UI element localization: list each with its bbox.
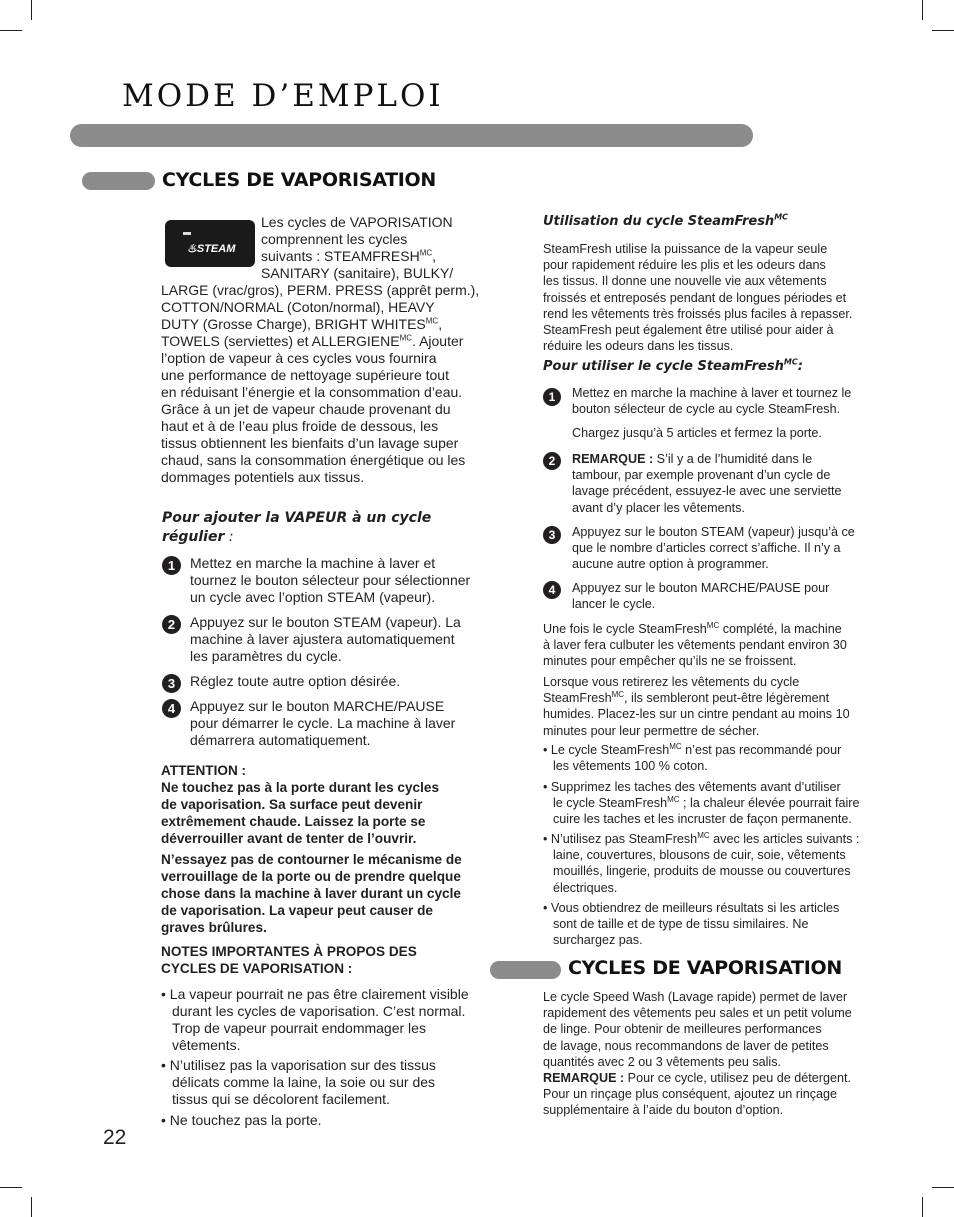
step-number: 1 bbox=[162, 556, 181, 575]
section-marker bbox=[490, 961, 561, 979]
subheading-steamfresh-use: Utilisation du cycle SteamFresh$^{MC}$ bbox=[543, 212, 789, 229]
subheading-steamfresh-how: Pour utiliser le cycle SteamFresh$^{MC}$: bbox=[543, 357, 803, 374]
crop-mark bbox=[922, 0, 923, 20]
step-text: Appuyez sur le bouton STEAM (vapeur). La machine à laver ajustera automatiquement les paramètres du cycle. bbox=[190, 614, 461, 664]
speed-wash-paragraph: Le cycle Speed Wash (Lavage rapide) permet de laver rapidement des vêtements peu sales et un petit volume de linge. Pour obtenir de meilleures performances de lavage, nous recommandons de laver de petites quantités avec 2 ou 3 vêtements peu salis. REMARQUE : Pour ce cycle, utilisez peu de détergent. Pour un rinçage plus conséquent, ajoutez un rinçage supplémentaire à l’aide du bouton d’option. bbox=[543, 990, 852, 1118]
crop-mark bbox=[0, 1187, 22, 1188]
bullet-item: • Supprimez les taches des vêtements avant d’utiliser le cycle SteamFresh$^{MC}$ ; la chaleur élevée pourrait faire cuire les taches et les incruster de façon permanente. bbox=[543, 780, 860, 827]
steam-icon-label: ♨STEAM bbox=[187, 243, 236, 255]
paragraph-removing: Lorsque vous retirerez les vêtements du cycle SteamFresh$^{MC}$, ils sembleront peut-être légèrement humides. Placez-les sur un cintre pendant au moins 10 minutes pour leur permettre de sécher. bbox=[543, 675, 850, 738]
step-text: Appuyez sur le bouton MARCHE/PAUSE pour démarrer le cycle. La machine à laver démarrera automatiquement. bbox=[190, 698, 456, 748]
bullet-item: • La vapeur pourrait ne pas être clairement visible durant les cycles de vaporisation. C’est normal. Trop de vapeur pourrait endommager les vêtements. bbox=[161, 986, 469, 1053]
steam-icon: ♨ bbox=[187, 243, 197, 255]
bullet-item: • N’utilisez pas la vaporisation sur des tissus délicats comme la laine, la soie ou sur des tissus qui se décolorent facilement. bbox=[161, 1057, 436, 1107]
warning-block: ATTENTION : Ne touchez pas à la porte durant les cycles de vaporisation. Sa surface peut devenir extrêmement chaude. Laissez la porte se déverrouiller avant de tenter de l’ouvrir. bbox=[161, 763, 440, 846]
step-text: Appuyez sur le bouton STEAM (vapeur) jusqu’à ce que le nombre d’articles correct s’affiche. Il n’y a aucune autre option à programmer. bbox=[572, 525, 855, 572]
crop-mark bbox=[932, 30, 954, 31]
step-number: 4 bbox=[543, 581, 561, 599]
intro-paragraph-cont: LARGE (vrac/gros), PERM. PRESS (apprêt perm.), COTTON/NORMAL (Coton/normal), HEAVY DUTY (Grosse Charge), BRIGHT $WHITES^{MC}$, TOWELS (serviettes) et $ALLERGIENE^{MC}$. Ajouter l’option de vapeur à ces cycles vous fournira une performance de nettoyage supérieure tout en réduisant l’énergie et la consommation d’eau. Grâce à un jet de vapeur chaude provenant du haut et à de l’eau plus froide de dessous, les tissus obtiennent les bienfaits d’un lavage super chaud, sans la consommation énergétique ou les dommages potentiels aux tissus. bbox=[161, 282, 480, 485]
step-number: 2 bbox=[162, 615, 181, 634]
step-number: 4 bbox=[162, 699, 181, 718]
crop-mark bbox=[922, 1197, 923, 1217]
steam-button-illustration bbox=[165, 220, 255, 267]
steamfresh-intro: SteamFresh utilise la puissance de la vapeur seule pour rapidement réduire les plis et les odeurs dans les tissus. Il donne une nouvelle vie aux vêtements froissés et entreposés pendant de longues périodes et rend les vêtements très froissés plus faciles à repasser. SteamFresh peut également être utilisé pour aider à réduire les odeurs dans les tissus. bbox=[543, 242, 853, 354]
step-number: 3 bbox=[543, 526, 561, 544]
subheading-add-steam: Pour ajouter la VAPEUR à un cycle régulier : bbox=[162, 510, 432, 545]
intro-paragraph: Les cycles de VAPORISATION comprennent les cycles suivants : $STEAMFRESH^{MC}$, SANITARY (sanitaire), BULKY/ bbox=[261, 214, 454, 281]
bullet-item: • Le cycle SteamFresh$^{MC}$ n’est pas recommandé pour les vêtements 100 % coton. bbox=[543, 741, 842, 774]
header-bar bbox=[70, 124, 753, 147]
paragraph-after-cycle: Une fois le cycle SteamFresh$^{MC}$ complété, la machine à laver fera culbuter les vêtements pendant environ 30 minutes pour empêcher qu’ils ne se froissent. bbox=[543, 620, 847, 669]
step-text: Réglez toute autre option désirée. bbox=[190, 673, 401, 689]
crop-mark bbox=[31, 1197, 32, 1217]
notes-title: NOTES IMPORTANTES À PROPOS DES CYCLES DE VAPORISATION : bbox=[161, 944, 417, 976]
step-number: 1 bbox=[543, 388, 561, 406]
crop-mark bbox=[0, 30, 22, 31]
step-number: 2 bbox=[543, 452, 561, 470]
indicator-light bbox=[183, 232, 191, 235]
bullet-item: • N’utilisez pas SteamFresh$^{MC}$ avec les articles suivants : laine, couvertures, blousons de cuir, soie, vêtements mouillés, lingerie, produits de mousse ou couvertures électriques. bbox=[543, 830, 860, 895]
section-heading-2: CYCLES DE VAPORISATION bbox=[568, 957, 843, 979]
warning-block-2: N’essayez pas de contourner le mécanisme de verrouillage de la porte ou de prendre quelque chose dans la machine à laver durant un cycle de vaporisation. La vapeur peut causer de graves brûlures. bbox=[161, 852, 462, 935]
section-heading: CYCLES DE VAPORISATION bbox=[162, 169, 437, 191]
bullet-item: • Ne touchez pas la porte. bbox=[161, 1112, 322, 1128]
section-marker bbox=[82, 172, 155, 190]
step-text: Appuyez sur le bouton MARCHE/PAUSE pour lancer le cycle. bbox=[572, 581, 830, 612]
page-number: 22 bbox=[103, 1126, 127, 1149]
step-text: REMARQUE : S’il y a de l’humidité dans le tambour, par exemple provenant d’un cycle de lavage précédent, essuyez-le avec une serviette avant d’y placer les vêtements. bbox=[572, 452, 842, 515]
step-text: Mettez en marche la machine à laver et tournez le bouton sélecteur pour sélectionner un cycle avec l’option STEAM (vapeur). bbox=[190, 555, 471, 605]
step-number: 3 bbox=[162, 674, 181, 693]
bullet-item: • Vous obtiendrez de meilleurs résultats si les articles sont de taille et de type de tissu similaires. Ne surchargez pas. bbox=[543, 901, 840, 948]
step-text: Mettez en marche la machine à laver et tournez le bouton sélecteur de cycle au cycle SteamFresh. Chargez jusqu’à 5 articles et fermez la porte. bbox=[572, 386, 852, 441]
crop-mark bbox=[932, 1187, 954, 1188]
page-title: MODE D’EMPLOI bbox=[122, 78, 444, 114]
crop-mark bbox=[31, 0, 32, 20]
